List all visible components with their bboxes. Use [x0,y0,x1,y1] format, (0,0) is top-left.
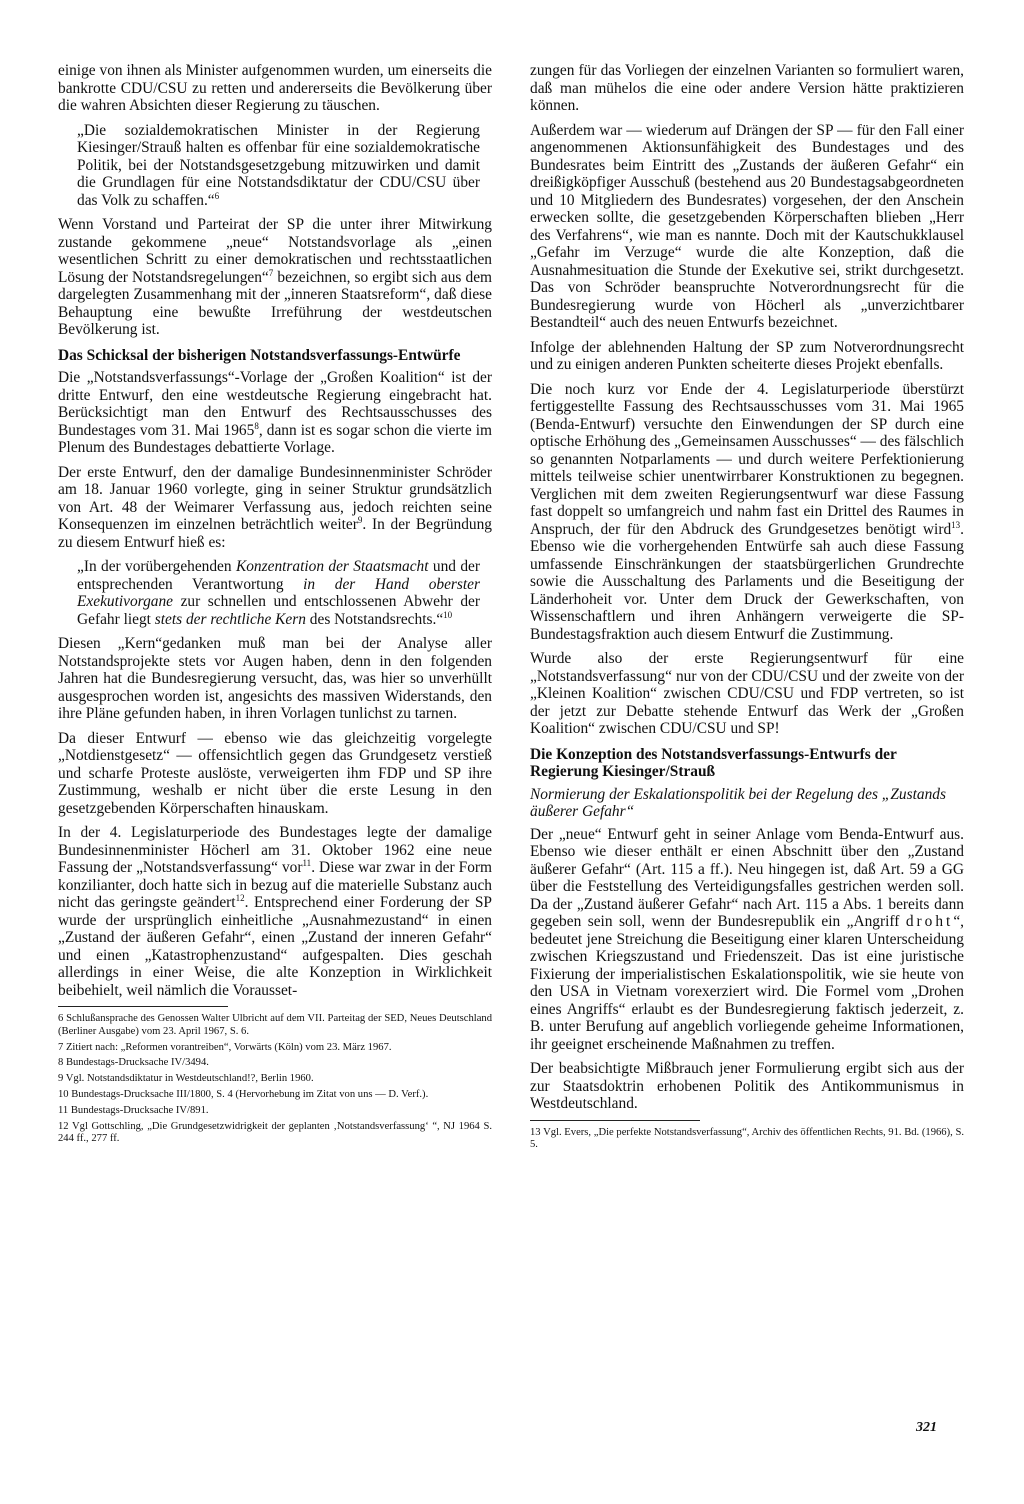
subsection-heading: Normierung der Eskalationspolitik bei der Regelung des „Zustands äußerer Gefahr“ [530,785,946,820]
quote-ulbricht: „Die sozialdemokratischen Minister in der Regierung Kiesinger/Strauß halten es offenbar für eine sozialdemokratische Politik, bei der Notstandsgesetzgebung mitzuwirken und damit die Grundlagen für eine Notstandsdiktatur der CDU/CSU über das Volk zu schaffen.“$^6$ [77,121,480,209]
paragraph: Da dieser Entwurf — ebenso wie das gleichzeitig vorgelegte „Notdienstgesetz“ — offensichtlich gegen das Grundgesetz verstieß und scharfe Proteste auslöste, verweigerten ihm FDP und SP ihre Zustimmung, weshalb er nicht über die erste Lesung in den gesetzgebenden Körperschaften hinauskam. [58,729,492,817]
paragraph: zungen für das Vorliegen der einzelnen Varianten so formuliert waren, daß man mühelos die eine oder andere Version hätte praktizieren können. [530,62,964,114]
paragraph: Die noch kurz vor Ende der 4. Legislaturperiode überstürzt fertiggestellte Fassung des Rechtsausschusses vom 31. Mai 1965 (Benda-Entwurf) versuchte den Einwendungen der SP durch eine optische Erhöhung des „Gemeinsamen Ausschusses“ — des fälschlich so genannten Notparlaments — und durch weitere Perfektionierung mittels teilweise schier unentwirrbarer Konstruktionen zu begegnen. Verglichen mit dem zweiten Regierungsentwurf war diese Fassung fast doppelt so umfangreich und nahm fast ein Drittel des Raumes in Anspruch, der für den Abdruck des Grundgesetzes benötigt wird$^{13}$. Ebenso wie die vorhergehenden Entwürfe sah auch diese Fassung umfassende Einschränkungen der staatsbürgerlichen Grundrechte sowie die Ausschaltung des Parlaments und die Beseitigung der Länderhoheit vor. Unter dem Druck der Gewerkschaften, von Wissenschaftlern und ihren Anhängern verweigerte die SP-Bundestagsfraktion auch diesem Entwurf die Zustimmung. [530,380,964,643]
footnote-ref: 6 [214,190,220,201]
footnote-ref: 9 [357,514,363,525]
footnotes-left [58,1013,492,1146]
paragraph: Wurde also der erste Regierungsentwurf für eine „Notstandsverfassung“ nur von der CDU/CSU und der zweite von der „Kleinen Koalition“ zwischen CDU/CSU und FDP vertreten, so ist der jetzt zur Debatte stehende Entwurf das Werk der „Großen Koalition“ zwischen CDU/CSU und SP! [530,650,964,737]
paragraph: Die „Notstandsverfassungs“-Vorlage der „Großen Koalition“ ist der dritte Entwurf, den eine westdeutsche Regierung eingebracht hat. Berücksichtigt man den Entwurf des Rechtsausschusses des Bundestages vom 31. Mai 1965$^8$, dann ist es sogar schon die vierte im Plenum des Bundestages debattierte Vorlage. [58,369,492,456]
footnote-ref: 10 [443,609,453,620]
footnote-divider [58,1006,228,1007]
section-heading: Das Schicksal der bisherigen Notstandsverfassungs-Entwürfe [58,346,461,364]
footnote: 8 Bundestags-Drucksache IV/3494. [58,1057,209,1069]
paragraph: Der erste Entwurf, den der damalige Bundesinnenminister Schröder am 18. Januar 1960 vorlegte, ging in seiner Struktur grundsätzlich von Art. 48 der Weimarer Verfassung aus, jedoch reichten seine Konsequenzen im einzelnen beträchtlich weiter$^9$. In der Begründung zu diesem Entwurf hieß es: [58,463,493,551]
quote-begruendung: „In der vorübergehenden Konzentration der Staatsmacht und der entsprechenden Verantwortung in der Hand oberster Exekutivorgane zur schnellen und entschlossenen Abwehr der Gefahr liegt stets der rechtliche Kern des Notstandsrechts.“$^{10}$ [77,558,480,628]
footnote: 10 Bundestags-Drucksache III/1800, S. 4 (Hervorhebung im Zitat von uns — D. Verf.). [58,1088,429,1100]
paragraph: Der beabsichtigte Mißbrauch jener Formulierung ergibt sich aus der zur Staatsdoktrin erhobenen Politik des Antikommunismus in Westdeutschland. [530,1060,964,1112]
right-column [530,62,964,1155]
section-heading: Die Konzeption des Notstandsverfassungs-Entwurfs der Regierung Kiesinger/Strauß [530,745,897,780]
paragraph: In der 4. Legislaturperiode des Bundestages legte der damalige Bundesinnenminister Höcherl am 31. Oktober 1962 eine neue Fassung der „Notstandsverfassung“ vor$^{11}$. Diese war zwar in der Form konzilianter, doch hatte sich in bezug auf die materielle Substanz auch nicht das geringste geändert$^{12}$. Entsprechend einer Forderung der SP wurde der ursprünglich einheitliche „Ausnahmezustand“ in einen „Zustand der äußeren Gefahr“, einen „Zustand der inneren Gefahr“ und einen „Katastrophenzustand“ aufgespalten. Dies geschah allerdings in einer Weise, die alte Konzeption in Wirklichkeit beibehielt, weil nämlich die Vorausset- [58,824,492,999]
footnote-ref: 7 [268,267,274,278]
footnote-ref: 13 [951,519,961,530]
paragraph: Infolge der ablehnenden Haltung der SP zum Notverordnungsrecht und zu einigen anderen Punkten scheiterte dieses Projekt ebenfalls. [530,338,964,373]
footnote-ref: 12 [235,892,245,903]
footnote-divider [530,1120,700,1121]
footnote: 13 Vgl. Evers, „Die perfekte Notstandsverfassung“, Archiv des öffentlichen Rechts, 91. Bd. (1966), S. 5. [530,1126,964,1151]
paragraph: Außerdem war — wiederum auf Drängen der SP — für den Fall einer angenommenen Aktionsunfähigkeit des Bundestages und des Bundesrates beim Eintritt des „Zustands der äußeren Gefahr“ ein dreißigköpfiger Ausschuß (bestehend aus 20 Bundestagsabgeordneten und 10 Mitgliedern des Bundesrates) vorgesehen, der den Anschein erwecken sollte, die gesetzgebenden Körperschaften blieben „Herr des Verfahrens“, wie man es nannte. Doch mit der Kautschukklausel „Gefahr im Verzuge“ wurde die alte Konzeption, daß die Ausnahmesituation die Stunde der Exekutive sei, strikt durchgesetzt. Das von Schröder beanspruchte Notverordnungsrecht für die Bundesregierung wurde von Höcherl als „unverzichtbarer Bestandteil“ auch des neuen Entwurfs bezeichnet. [530,121,964,331]
paragraph: Der „neue“ Entwurf geht in seiner Anlage vom Benda-Entwurf aus. Ebenso wie dieser enthält er einen Abschnitt über den „Zustand äußerer Gefahr“ (Art. 115 a ff.). Neu hingegen ist, daß Art. 59 a GG über die Feststellung des Verteidigungsfalles gestrichen werden soll. Da der „Zustand äußerer Gefahr“ nach Art. 115 a Abs. 1 bereits dann gegeben sein soll, wenn der Bundesrepublik ein „Angriff droht“, bedeutet jene Streichung die Beseitigung einer klaren Unterscheidung zwischen Kriegszustand und Friedenszeit. Das ist eine juristische Fixierung der imperialistischen Eskalationspolitik, wie sie heute von den USA in Vietnam vorexerziert wird. Die Formel vom „Drohen eines Angriffs“ erlaubt es der Bundesregierung faktisch jederzeit, z. B. unter Berufung auf angeblich vorliegende geheime Informationen, ihr geeignet erscheinende Maßnahmen zu treffen. [530,825,964,1053]
footnote-ref: 11 [302,857,312,868]
left-column [58,62,492,1149]
footnote: 7 Zitiert nach: „Reformen vorantreiben“, Vorwärts (Köln) vom 23. März 1967. [58,1041,392,1053]
footnote: 12 Vgl Gottschling, „Die Grundgesetzwidrigkeit der geplanten ‚Notstandsverfassung‘ “, NJ 1964 S. 244 ff., 277 ff. [58,1120,492,1145]
paragraph: Diesen „Kern“gedanken muß man bei der Analyse aller Notstandsprojekte stets vor Augen haben, denn in den folgenden Jahren hat die Bundesregierung versucht, das, was hier so unverhüllt ausgesprochen worden ist, angesichts des massiven Widerstands, den ihre Pläne gefunden haben, in ihren Vorlagen tunlichst zu tarnen. [58,635,492,722]
page-number: 321 [916,1420,937,1435]
paragraph: Wenn Vorstand und Parteirat der SP die unter ihrer Mitwirkung zustande gekommene „neue“ Notstandsvorlage als „einen wesentlichen Schritt zu einer demokratischen und rechtsstaatlichen Lösung der Notstandsregelungen“$^7$ bezeichnen, so ergibt sich aus dem dargelegten Zusammenhang mit der „inneren Staatsreform“, daß diese Behauptung eine bewußte Irreführung der westdeutschen Bevölkerung ist. [58,216,492,338]
footnote: 11 Bundestags-Drucksache IV/891. [58,1104,209,1116]
footnote-ref: 8 [254,420,259,431]
paragraph: einige von ihnen als Minister aufgenommen wurden, um einerseits die bankrotte CDU/CSU zu retten und andererseits die Bevölkerung über die wahren Absichten dieser Regierung zu täuschen. [58,62,492,114]
spaced-emphasis: droht [905,913,954,930]
footnote: 9 Vgl. Notstandsdiktatur in Westdeutschland!?, Berlin 1960. [58,1073,314,1085]
footnote: 6 Schlußansprache des Genossen Walter Ulbricht auf dem VII. Parteitag der SED, Neues Deutschland (Berliner Ausgabe) vom 23. April 1967, S. 6. [58,1013,492,1037]
